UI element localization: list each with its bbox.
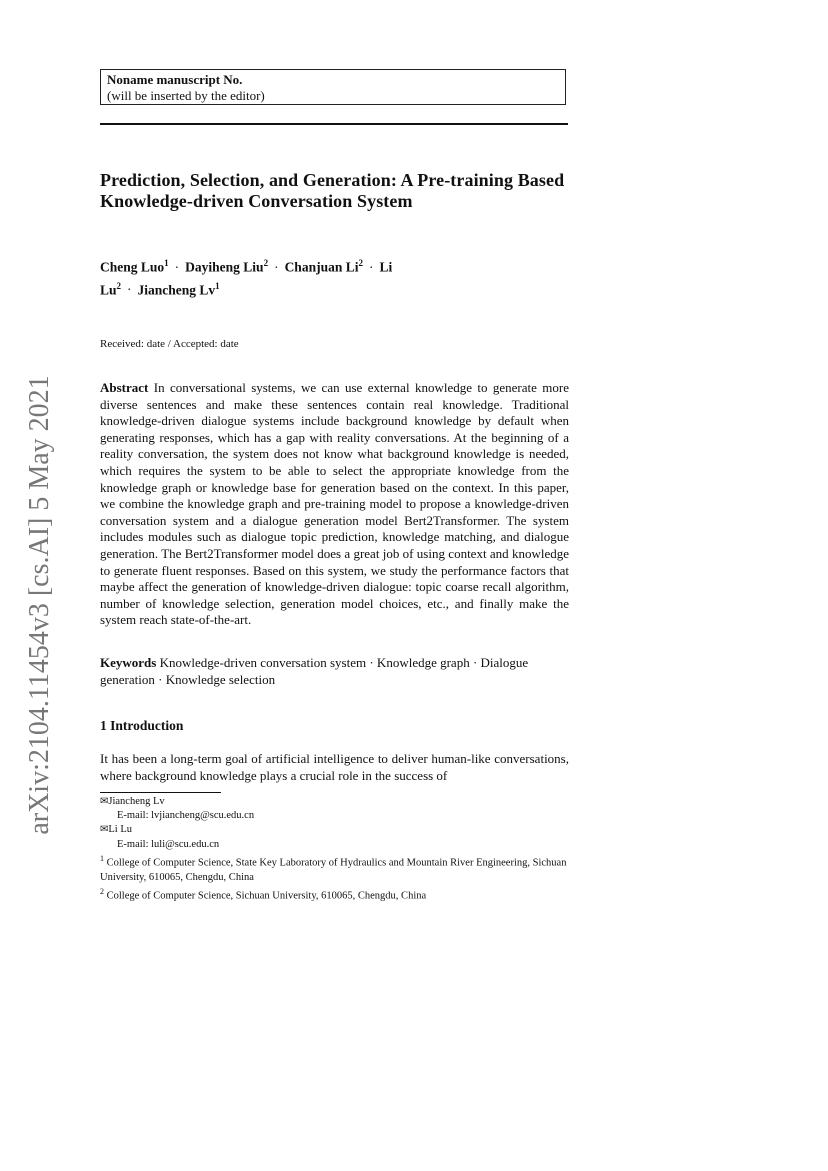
- manuscript-number: Noname manuscript No.: [107, 72, 243, 87]
- section-heading: 1 Introduction: [100, 718, 184, 733]
- contact-email: E-mail: luli@scu.edu.cn: [117, 838, 220, 850]
- footnote-rule: [100, 792, 221, 793]
- contact-name: Jiancheng Lv: [108, 796, 165, 807]
- affiliation-text: College of Computer Science, Sichuan University, 610065, Chengdu, China: [106, 890, 427, 902]
- keywords: [100, 655, 569, 688]
- author-separator: ·: [274, 259, 279, 275]
- author-affiliation-mark: 1: [215, 280, 220, 291]
- paper-title: Prediction, Selection, and Generation: A Pre-training Based Knowledge-driven Conversation System: [100, 170, 565, 211]
- author-name: Cheng Luo: [100, 259, 165, 275]
- editor-notice-box: [100, 69, 566, 105]
- author-affiliation-mark: 2: [116, 280, 122, 291]
- author-affiliation-mark: 2: [358, 258, 363, 268]
- author-affiliation-mark: 2: [263, 258, 269, 268]
- author-affiliation-mark: 1: [164, 258, 169, 268]
- affiliation-entry: [100, 852, 570, 885]
- author-list: [100, 254, 420, 299]
- editor-note: (will be inserted by the editor): [107, 88, 265, 103]
- envelope-icon: ✉: [100, 796, 108, 807]
- received-date: Received: date / Accepted: date: [100, 338, 239, 350]
- author-name: Li Lu: [100, 259, 393, 297]
- author-name: Dayiheng Liu: [185, 259, 264, 275]
- contact-name: Li Lu: [108, 824, 133, 836]
- affiliation-mark: 2: [100, 886, 104, 896]
- author-separator: ·: [127, 282, 132, 297]
- author-name: Jiancheng Lv: [137, 282, 216, 297]
- keywords-text: Knowledge-driven conversation system · Knowledge graph · Dialogue generation · Knowledge selection: [100, 655, 529, 687]
- author-separator: ·: [368, 259, 374, 275]
- abstract-text: In conversational systems, we can use external knowledge to generate more diverse sentences and make these sentences contain real knowledge. Traditional knowledge-driven dialogue systems include background knowledge by default when generating responses, which has a gap with reality conversations. At the beginning of a reality conversation, the system does not know what background knowledge is needed, which requires the system to be able to select the appropriate knowledge from the knowledge graph or knowledge base for generation based on the context. In this paper, we combine the knowledge graph and pre-training model to propose a knowledge-driven conversation system and a dialogue generation model Bert2Transformer. The system includes modules such as dialogue topic prediction, knowledge matching, and dialogue generation. The Bert2Transformer model does a great job of using context and knowledge to generate fluent responses. Based on this system, we study the performance factors that maybe affect the generation of knowledge-driven dialogue: topic coarse recall algorithm, number of knowledge selection, generation model choices, etc., and finally make the system reach state-of-the-art.: [100, 380, 570, 628]
- envelope-icon: ✉: [100, 824, 108, 836]
- header-rule: [100, 123, 568, 125]
- footnotes: [100, 795, 570, 903]
- contact-entry: [100, 823, 570, 837]
- author-name: Chanjuan Li: [284, 259, 359, 275]
- author-separator: ·: [174, 259, 180, 275]
- affiliation-mark: 1: [100, 853, 104, 863]
- introduction-text: It has been a long-term goal of artificial intelligence to deliver human-like conversations, where background knowledge plays a crucial role in the success of: [100, 751, 569, 783]
- arxiv-identifier-text: arXiv:2104.11454v3 [cs.AI] 5 May 2021: [24, 375, 55, 835]
- contact-email: E-mail: lvjiancheng@scu.edu.cn: [117, 810, 255, 822]
- keywords-label: Keywords: [100, 655, 157, 670]
- affiliation-text: College of Computer Science, State Key Laboratory of Hydraulics and Mountain River Engineering, Sichuan University, 610065, Chengdu, China: [100, 857, 567, 883]
- affiliation-entry: [100, 885, 570, 904]
- abstract: [100, 380, 569, 629]
- contact-entry: [100, 795, 570, 809]
- abstract-label: Abstract: [100, 380, 149, 395]
